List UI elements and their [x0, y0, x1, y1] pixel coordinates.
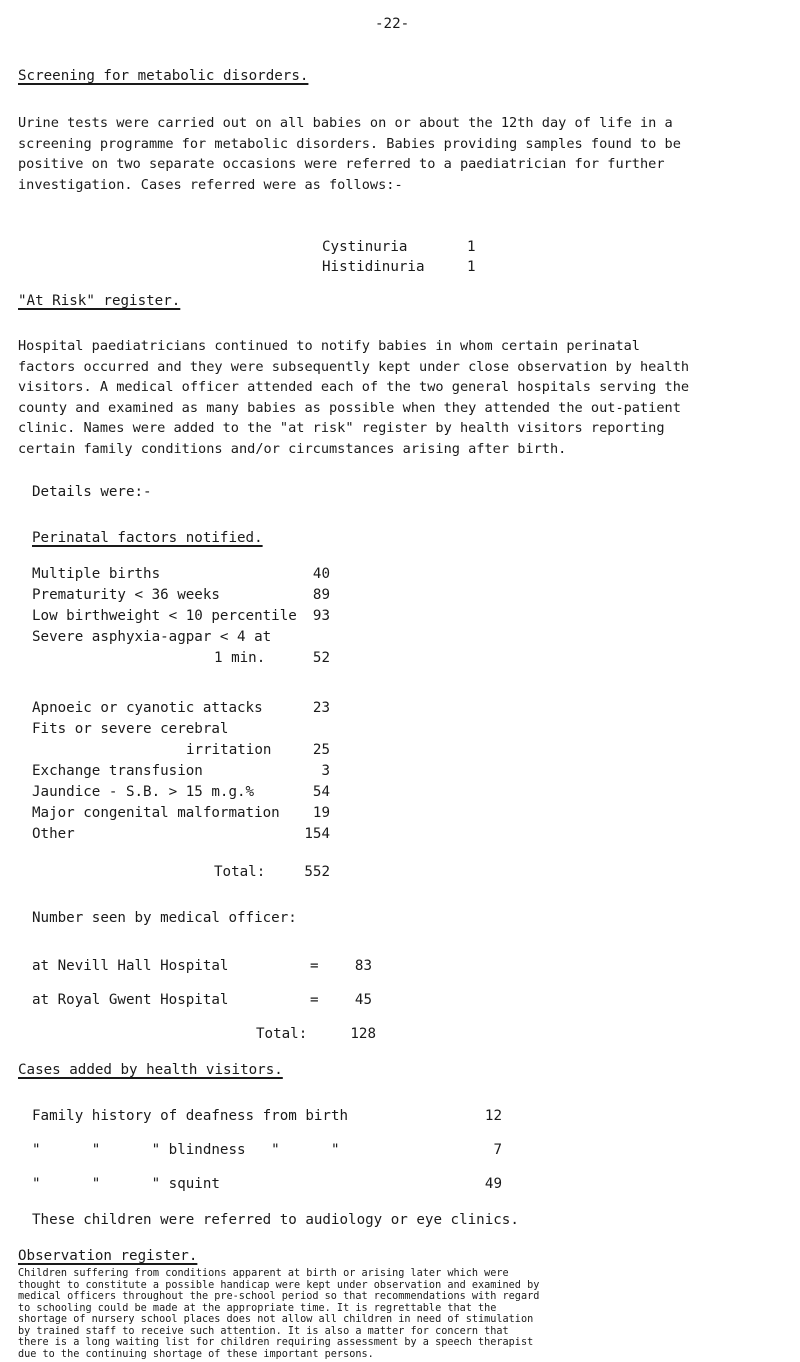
- hospital-value: 83: [354, 958, 372, 974]
- referral-note: These children were referred to audiology or eye clinics.: [32, 1212, 519, 1228]
- hv-row-value: 7: [493, 1142, 502, 1158]
- factor-value: 19: [312, 805, 330, 821]
- text-line: investigation. Cases referred were as follows:-: [18, 176, 403, 193]
- factor-label: Major congenital malformation: [32, 805, 280, 821]
- seen-label: Number seen by medical officer:: [32, 910, 297, 926]
- text-line: Urine tests were carried out on all babies on or about the 12th day of life in a: [18, 115, 673, 131]
- text-line: factors occurred and they were subsequently kept under close observation by health: [18, 358, 690, 375]
- equals-sign: =: [310, 958, 319, 974]
- text-line: by trained staff to receive such attention. It is also a matter for concern that: [18, 1325, 509, 1337]
- factor-value: 89: [312, 587, 330, 603]
- text-line: medical officers throughout the pre-school period so that recommendations with regard: [18, 1291, 540, 1302]
- case-name: Cystinuria: [322, 239, 408, 255]
- text-line: shortage of nursery school places does not allow all children in need of stimulation: [18, 1314, 534, 1325]
- hv-row-value: 12: [484, 1108, 502, 1124]
- factor-label: Jaundice - S.B. > 15 m.g.%: [32, 784, 255, 800]
- equals-sign: =: [310, 992, 319, 1008]
- factor-label: Exchange transfusion: [32, 763, 203, 779]
- text-line: county and examined as many babies as possible when they attended the out-patient: [18, 399, 681, 416]
- seen-total: 128: [350, 1026, 376, 1042]
- factors-total: 552: [304, 864, 330, 880]
- page-number: -22-: [375, 16, 410, 32]
- text-line: Hospital paediatricians continued to notify babies in whom certain perinatal: [18, 338, 640, 354]
- factor-label: Other: [32, 826, 75, 842]
- observation-paragraph: [18, 1268, 790, 1360]
- hv-row-label: " " " squint: [32, 1176, 220, 1192]
- factor-value: 3: [321, 763, 330, 779]
- hv-row-label: Family history of deafness from birth: [32, 1108, 349, 1124]
- seen-total-label: Total:: [256, 1026, 308, 1042]
- text-line: positive on two separate occasions were referred to a paediatrician for further: [18, 156, 665, 172]
- text-line: screening programme for metabolic disorders. Babies providing samples found to be: [18, 135, 681, 152]
- hospital-label: at Royal Gwent Hospital: [32, 992, 229, 1008]
- text-line: to schooling could be made at the appropriate time. It is regrettable that the: [18, 1302, 497, 1314]
- factor-value: 154: [304, 826, 330, 842]
- text-line: visitors. A medical officer attended each of the two general hospitals serving the: [18, 379, 690, 395]
- factor-label: Severe asphyxia-agpar < 4 at: [32, 629, 272, 645]
- factor-label: Low birthweight < 10 percentile: [32, 608, 297, 624]
- factor-label-continued: irritation: [186, 742, 272, 758]
- factor-value: 40: [312, 566, 330, 582]
- factor-label: Prematurity < 36 weeks: [32, 587, 220, 603]
- factor-label-continued: 1 min.: [214, 650, 266, 666]
- text-line: Children suffering from conditions apparent at birth or arising later which were: [18, 1268, 509, 1279]
- factor-value: 54: [312, 784, 330, 800]
- hv-row-value: 49: [484, 1176, 502, 1192]
- factor-value: 52: [312, 650, 330, 666]
- case-count: 1: [467, 239, 476, 255]
- text-line: due to the continuing shortage of these important persons.: [18, 1348, 374, 1360]
- at-risk-paragraph: [18, 336, 790, 459]
- hv-row-label: " " " blindness " ": [32, 1142, 340, 1158]
- factor-value: 93: [312, 608, 330, 624]
- factors-total-label: Total:: [214, 864, 266, 880]
- observation-heading: Observation register.: [18, 1248, 198, 1264]
- screening-heading: Screening for metabolic disorders.: [18, 68, 309, 84]
- details-label: Details were:-: [32, 484, 152, 500]
- factor-label: Multiple births: [32, 566, 161, 582]
- text-line: certain family conditions and/or circumstances arising after birth.: [18, 440, 567, 457]
- text-line: thought to constitute a possible handicap were kept under observation and examined by: [18, 1279, 540, 1291]
- hospital-label: at Nevill Hall Hospital: [32, 958, 229, 974]
- case-count: 1: [467, 259, 476, 275]
- factor-value: 25: [312, 742, 330, 758]
- case-name: Histidinuria: [322, 259, 425, 275]
- perinatal-heading: Perinatal factors notified.: [32, 530, 263, 546]
- health-visitors-heading: Cases added by health visitors.: [18, 1062, 283, 1078]
- screening-paragraph: [18, 113, 790, 195]
- text-line: clinic. Names were added to the "at risk" register by health visitors reporting: [18, 420, 665, 436]
- at-risk-heading: "At Risk" register.: [18, 293, 181, 309]
- hospital-value: 45: [354, 992, 372, 1008]
- factor-value: 23: [312, 700, 330, 716]
- factor-label: Apnoeic or cyanotic attacks: [32, 700, 263, 716]
- text-line: there is a long waiting list for children requiring assessment by a speech therapist: [18, 1337, 534, 1348]
- factor-label: Fits or severe cerebral: [32, 721, 229, 737]
